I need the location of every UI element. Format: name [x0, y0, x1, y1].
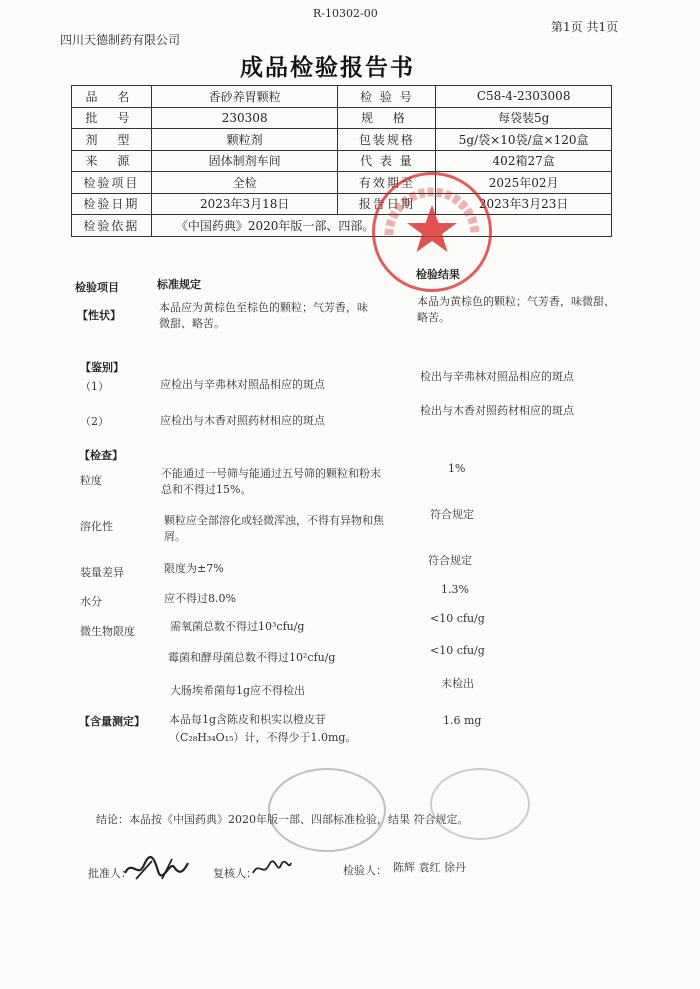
- moisture-standard: 应不得过8.0%: [164, 592, 236, 605]
- section-appearance: 【性状】: [77, 309, 121, 322]
- report-date-label: 报告日期: [338, 193, 436, 215]
- ident-1-result: 检出与辛弗林对照品相应的斑点: [420, 370, 574, 383]
- approver-signature-icon: [122, 853, 190, 885]
- inspection-seal: [268, 768, 386, 852]
- expiry-label: 有效期至: [338, 172, 436, 194]
- solubility-name: 溶化性: [80, 520, 113, 533]
- item-label: 检验项目: [72, 172, 152, 194]
- section-tests: 【检查】: [79, 449, 123, 462]
- col-result-header: 检验结果: [416, 268, 460, 281]
- moisture-result: 1.3%: [441, 583, 469, 596]
- micro-standard-2: 霉菌和酵母菌总数不得过10²cfu/g: [168, 651, 336, 664]
- table-row: [72, 129, 612, 151]
- col-item-header: 检验项目: [75, 281, 119, 294]
- granularity-result: 1%: [448, 462, 466, 475]
- form-value: 颗粒剂: [151, 129, 338, 151]
- test-date-label: 检验日期: [72, 193, 152, 215]
- basis-label: 检验依据: [72, 215, 152, 237]
- assay-standard-line1: 本品每1g含陈皮和枳实以橙皮苷: [169, 713, 327, 726]
- company-name: 四川天德制药有限公司: [60, 33, 181, 47]
- ident-1-no: （1）: [80, 380, 109, 393]
- report-date-value: 2023年3月23日: [436, 193, 612, 215]
- ident-2-no: （2）: [80, 415, 109, 428]
- info-table: [71, 85, 612, 237]
- basis-value: 《中国药典》2020年版一部、四部。: [151, 215, 611, 237]
- form-label: 剂 型: [72, 129, 152, 151]
- document-code: R-10302-00: [313, 7, 378, 20]
- table-row: [72, 150, 612, 172]
- assay-standard-line2: （C₂₈H₃₄O₁₅）计，不得少于1.0mg。: [169, 731, 357, 744]
- col-standard-header: 标准规定: [157, 278, 201, 291]
- appearance-result: 本品为黄棕色的颗粒；气芳香，味微甜、略苦。: [417, 295, 615, 324]
- weight-name: 装量差异: [80, 566, 124, 579]
- reviewer-signature-icon: [251, 857, 293, 881]
- micro-standard-1: 需氧菌总数不得过10³cfu/g: [170, 620, 305, 633]
- test-no-value: C58-4-2303008: [436, 86, 612, 108]
- micro-standard-3: 大肠埃希菌每1g应不得检出: [170, 684, 306, 697]
- ident-2-standard: 应检出与木香对照药材相应的斑点: [160, 414, 325, 427]
- section-assay: 【含量测定】: [79, 715, 145, 728]
- test-date-value: 2023年3月18日: [151, 193, 338, 215]
- inspector-names: 陈辉 袁红 徐丹: [393, 861, 466, 874]
- quantity-label: 代 表 量: [338, 150, 436, 172]
- weight-result: 符合规定: [428, 554, 472, 567]
- inspection-seal-secondary: [430, 768, 530, 840]
- reviewer-label: 复核人：: [213, 867, 257, 880]
- packing-value: 5g/袋×10袋/盒×120盒: [436, 129, 612, 151]
- moisture-name: 水分: [80, 595, 102, 608]
- granularity-name: 粒度: [80, 474, 102, 487]
- micro-result-2: <10 cfu/g: [430, 644, 485, 657]
- page-number: 第1页 共1页: [551, 20, 619, 34]
- quantity-value: 402箱27盒: [436, 150, 612, 172]
- product-name-value: 香砂养胃颗粒: [151, 86, 338, 108]
- solubility-standard: 颗粒应全部溶化或轻微浑浊，不得有异物和焦屑。: [164, 514, 384, 543]
- packing-label: 包装规格: [338, 129, 436, 151]
- ident-2-result: 检出与木香对照药材相应的斑点: [420, 404, 574, 417]
- inspector-label: 检验人：: [343, 864, 387, 877]
- approver-label: 批准人：: [88, 867, 132, 880]
- table-row: [72, 193, 612, 215]
- table-row: [72, 172, 612, 194]
- test-no-label: 检 验 号: [338, 86, 436, 108]
- expiry-value: 2025年02月: [436, 172, 612, 194]
- report-title: 成品检验报告书: [240, 54, 415, 81]
- batch-value: 230308: [151, 107, 338, 129]
- spec-value: 每袋装5g: [436, 107, 612, 129]
- table-row: [72, 86, 612, 108]
- weight-standard: 限度为±7%: [164, 562, 224, 575]
- section-identification: 【鉴别】: [80, 361, 124, 374]
- conclusion-text: 结论：本品按《中国药典》2020年版一部、四部标准检验，结果 符合规定。: [96, 813, 469, 826]
- solubility-result: 符合规定: [430, 508, 474, 521]
- appearance-standard: 本品应为黄棕色至棕色的颗粒；气芳香，味微甜、略苦。: [159, 301, 368, 330]
- item-value: 全检: [151, 172, 338, 194]
- batch-label: 批 号: [72, 107, 152, 129]
- source-label: 来 源: [72, 150, 152, 172]
- table-row: [72, 107, 612, 129]
- product-name-label: 品 名: [72, 86, 152, 108]
- assay-result: 1.6 mg: [443, 714, 482, 727]
- table-row: [72, 215, 612, 237]
- micro-result-1: <10 cfu/g: [430, 612, 485, 625]
- source-value: 固体制剂车间: [151, 150, 338, 172]
- spec-label: 规 格: [338, 107, 436, 129]
- micro-result-3: 未检出: [441, 677, 474, 690]
- granularity-standard: 不能通过一号筛与能通过五号筛的颗粒和粉末总和不得过15%。: [161, 467, 381, 496]
- micro-name: 微生物限度: [80, 625, 135, 638]
- ident-1-standard: 应检出与辛弗林对照品相应的斑点: [160, 378, 325, 391]
